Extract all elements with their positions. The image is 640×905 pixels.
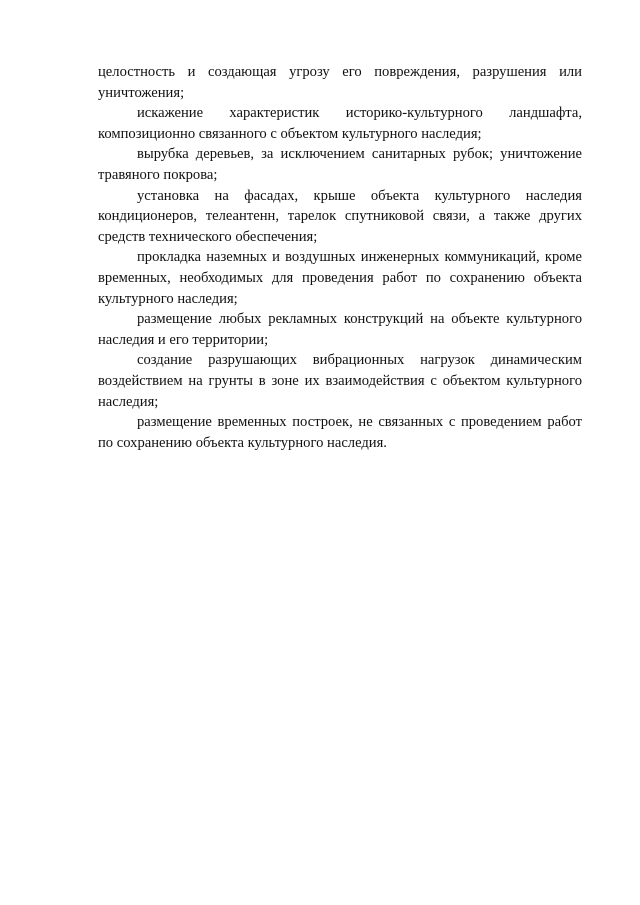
paragraph-tree-felling: вырубка деревьев, за исключением санитарных рубок; уничтожение травяного покрова; (98, 146, 582, 183)
paragraph-utility-laying: прокладка наземных и воздушных инженерных коммуникаций, кроме временных, необходимых для проведения работ по сохранению объекта культурного наследия; (98, 249, 582, 307)
paragraph-temporary-structures: размещение временных построек, не связанных с проведением работ по сохранению объекта культурного наследия. (98, 414, 582, 451)
paragraph-landscape-distortion: искажение характеристик историко-культурного ландшафта, композиционно связанного с объектом культурного наследия; (98, 105, 582, 142)
paragraph-vibration-loads: создание разрушающих вибрационных нагрузок динамическим воздействием на грунты в зоне их взаимодействия с объектом культурного наследия; (98, 352, 582, 410)
paragraph-continuation: целостность и создающая угрозу его повреждения, разрушения или уничтожения; (98, 64, 582, 101)
document-body (98, 62, 582, 453)
paragraph-advertising: размещение любых рекламных конструкций на объекте культурного наследия и его территории; (98, 311, 582, 348)
paragraph-equipment-installation: установка на фасадах, крыше объекта культурного наследия кондиционеров, телеантенн, тарелок спутниковой связи, а также других средств технического обеспечения; (98, 187, 582, 245)
